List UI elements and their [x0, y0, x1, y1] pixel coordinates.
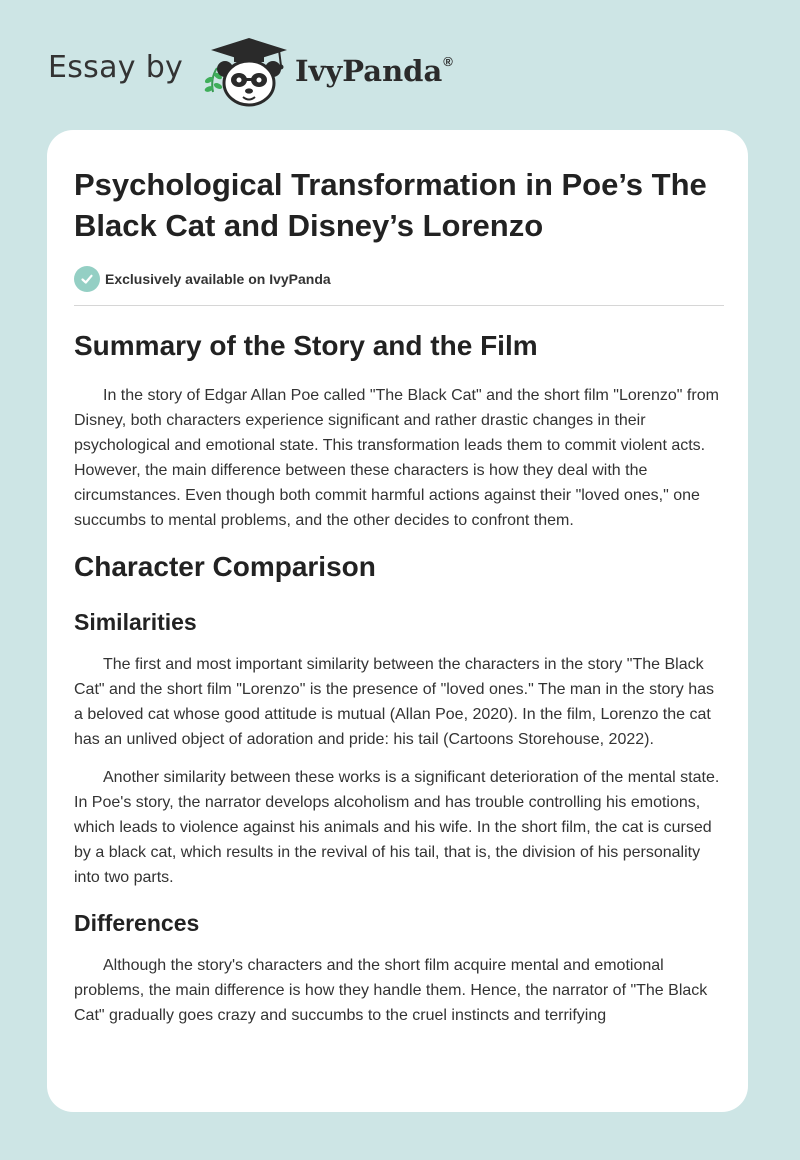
similarities-paragraph-1: The first and most important similarity between the characters in the story "The Black Cat" and the short film "Lorenzo" is the presence of "loved ones." The man in the story has a beloved cat whose good attitude is mutual (Allan Poe, 2020). In the film, Lorenzo the cat has an unlived object of adoration and pride: his tail (Cartoons Storehouse, 2022).: [74, 656, 714, 748]
badge-label: Exclusively available on IvyPanda: [105, 271, 331, 287]
exclusive-badge: [74, 266, 724, 292]
checkmark-circle-icon: [74, 266, 100, 292]
differences-paragraph-1: Although the story's characters and the short film acquire mental and emotional problems, the main difference is how they handle them. Hence, the narrator of "The Black Cat" gradually goes crazy and succumbs to the cruel instincts and terrifying: [74, 957, 708, 1024]
section-heading-summary: Summary of the Story and the Film: [74, 330, 538, 361]
essay-by-label: Essay by: [48, 50, 184, 85]
brand-name[interactable]: IvyPanda®: [295, 54, 453, 88]
site-header: [0, 0, 800, 120]
subsection-heading-similarities: Similarities: [74, 609, 197, 635]
essay-content: [74, 164, 724, 1028]
essay-card: [47, 130, 748, 1112]
essay-title: Psychological Transformation in Poe’s The Black Cat and Disney’s Lorenzo: [74, 167, 707, 243]
section-heading-character-comparison: Character Comparison: [74, 551, 376, 582]
summary-paragraph: In the story of Edgar Allan Poe called "The Black Cat" and the short film "Lorenzo" from Disney, both characters experience significant and rather drastic changes in their psychological and emotional state. This transformation leads them to commit violent acts. However, the main difference between these characters is how they deal with the circumstances. Even though both commit harmful actions against their "loved ones," one succumbs to mental problems, and the other decides to confront them.: [74, 387, 719, 529]
subsection-heading-differences: Differences: [74, 910, 200, 936]
registered-mark: ®: [443, 54, 453, 70]
similarities-paragraph-2: Another similarity between these works is a significant deterioration of the mental state. In Poe's story, the narrator develops alcoholism and has trouble controlling his emotions, which leads to violence against his animals and his wife. In the short film, the cat is cursed by a black cat, which results in the revival of his tail, that is, the division of his personality into two parts.: [74, 769, 720, 886]
panda-logo-icon[interactable]: [201, 36, 291, 108]
divider: [74, 305, 724, 306]
